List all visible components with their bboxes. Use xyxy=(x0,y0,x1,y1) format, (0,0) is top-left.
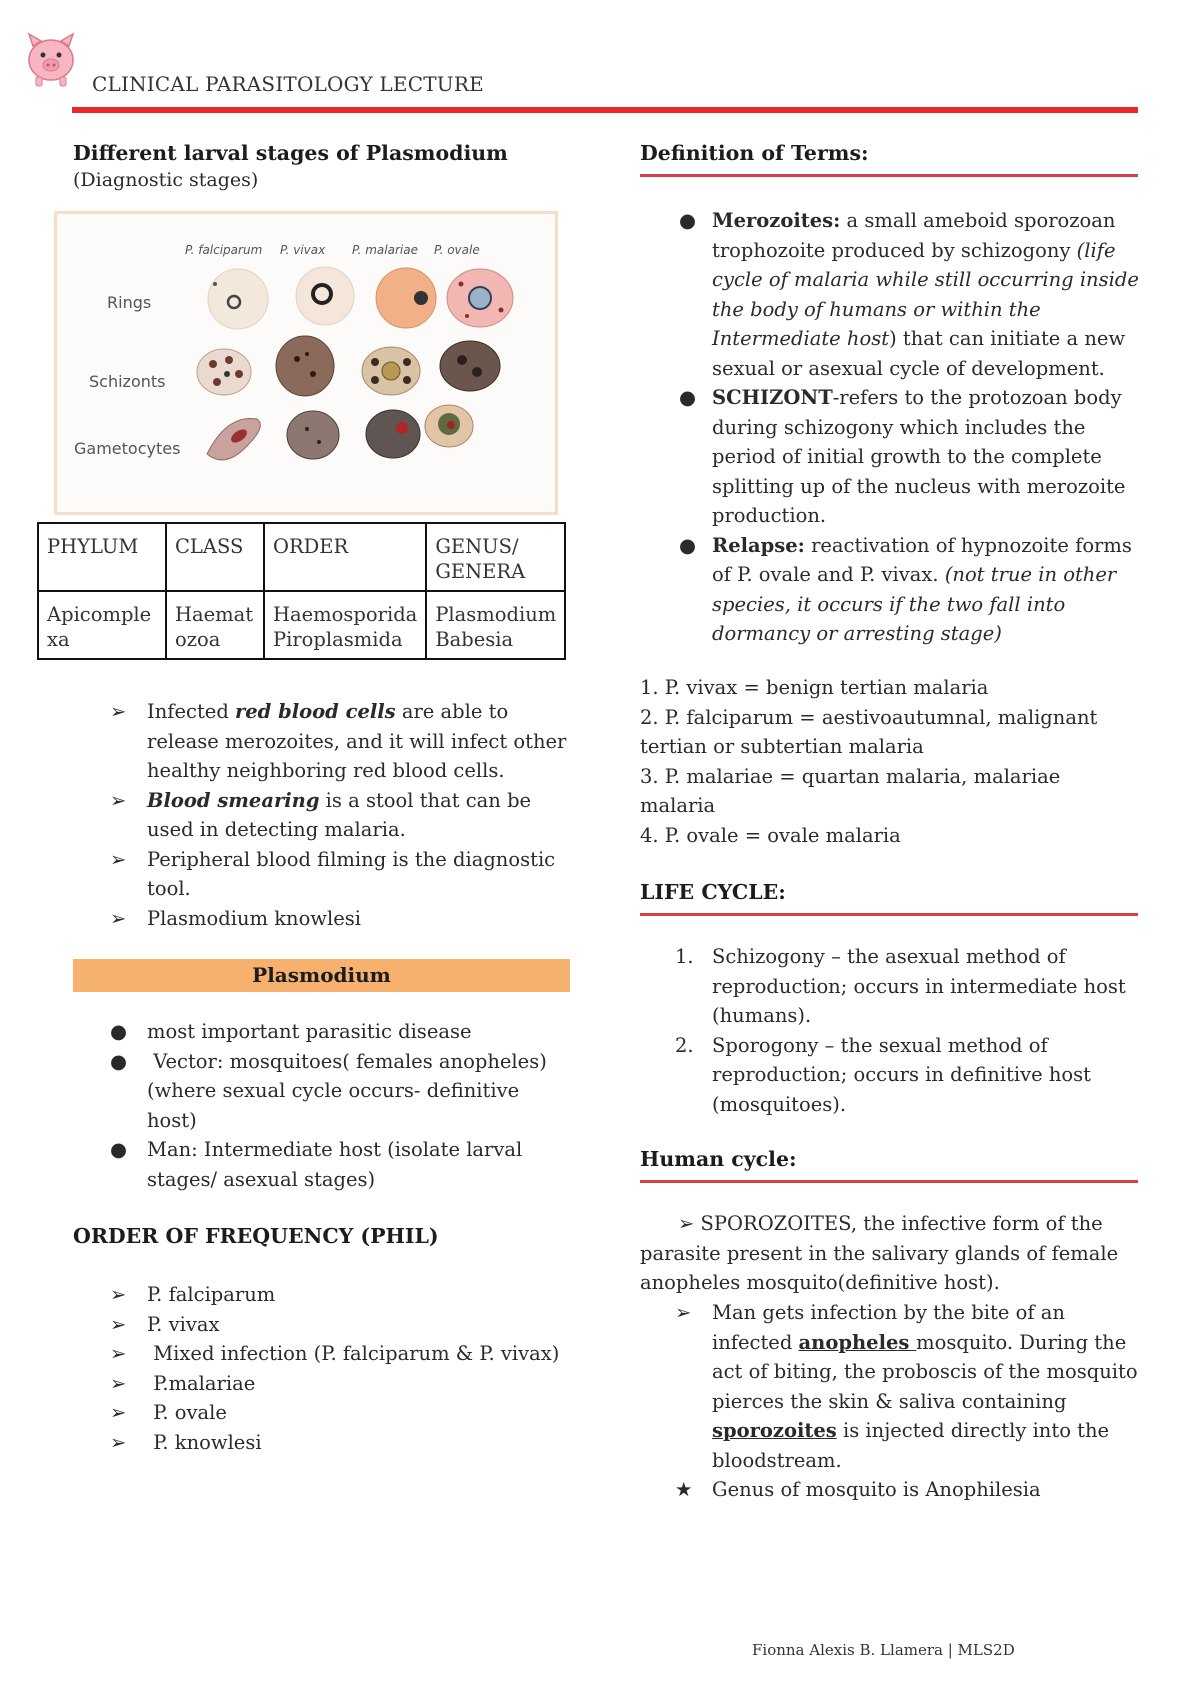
list-item: ➢ P.malariae xyxy=(110,1369,570,1399)
arrow-bullet-icon: ➢ xyxy=(110,788,127,812)
dot-bullet-icon: ● xyxy=(110,1049,128,1073)
list-item: 2. Sporogony – the sexual method of reproduction; occurs in definitive host (mosquitoes). xyxy=(675,1033,1091,1116)
arrow-bullet-icon: ➢ xyxy=(110,906,127,930)
order-frequency-title: ORDER OF FREQUENCY (PHIL) xyxy=(73,1224,439,1248)
arrow-bullet-icon: ➢ xyxy=(678,1212,701,1235)
list-item: ➢ P. knowlesi xyxy=(110,1428,570,1458)
table-cell: Apicomple xa xyxy=(38,591,166,659)
dot-bullet-icon: ● xyxy=(110,1020,128,1043)
section-divider xyxy=(640,1180,1138,1183)
dot-bullet-icon: ● xyxy=(679,533,697,557)
table-header-cell: CLASS xyxy=(166,523,264,591)
order-frequency-list xyxy=(110,1280,570,1457)
table-header-cell: PHYLUM xyxy=(38,523,166,591)
arrow-bullet-icon: ➢ xyxy=(110,1283,127,1306)
list-item: ➢ Plasmodium knowlesi xyxy=(110,904,570,934)
malaria-types-list xyxy=(640,673,1140,850)
table-header-cell: ORDER xyxy=(264,523,426,591)
schizonts-row-cells xyxy=(197,336,500,396)
list-item: 4. P. ovale = ovale malaria xyxy=(640,823,901,847)
table-cell: Haemosporida Piroplasmida xyxy=(264,591,426,659)
human-cycle-list xyxy=(675,1298,1140,1505)
list-item: ● most important parasitic disease xyxy=(110,1017,570,1047)
arrow-bullet-icon: ➢ xyxy=(675,1301,692,1324)
list-item: ➢ P. falciparum xyxy=(110,1280,570,1310)
table-cell: Plasmodium Babesia xyxy=(426,591,565,659)
section-divider xyxy=(640,913,1138,916)
list-item: ★ Genus of mosquito is Anophilesia xyxy=(675,1475,1140,1505)
figure-row-label: Schizonts xyxy=(89,372,166,391)
arrow-bullet-icon: ➢ xyxy=(110,1371,127,1395)
notes-list xyxy=(110,697,570,933)
gametocytes-row-cells xyxy=(207,405,473,460)
life-cycle-title: LIFE CYCLE: xyxy=(640,880,786,904)
definitions-title: Definition of Terms: xyxy=(640,141,869,165)
arrow-bullet-icon: ➢ xyxy=(110,700,127,723)
arrow-bullet-icon: ➢ xyxy=(110,1401,127,1424)
list-item: ● Vector: mosquitoes( females anopheles) (where sexual cycle occurs- definitive host) xyxy=(110,1047,570,1136)
table-header-row xyxy=(38,523,565,591)
list-item: 3. P. malariae = quartan malaria, malariae malaria xyxy=(640,764,1061,817)
human-cycle-intro: ➢ SPOROZOITES, the infective form of the parasite present in the salivary glands of female anopheles mosquito(definitive host). xyxy=(640,1212,1119,1294)
header-title: CLINICAL PARASITOLOGY LECTURE xyxy=(92,72,484,96)
figure-row-label: Gametocytes xyxy=(74,439,181,458)
list-item: 1. Schizogony – the asexual method of reproduction; occurs in intermediate host (humans). xyxy=(675,945,1126,1027)
figure-species-label: P. malariae xyxy=(352,243,418,257)
figure-species-label: P. falciparum xyxy=(185,243,263,257)
plasmodium-stages-figure xyxy=(54,211,558,515)
dot-bullet-icon: ● xyxy=(679,209,697,232)
figure-species-label: P. vivax xyxy=(280,243,326,257)
arrow-bullet-icon: ➢ xyxy=(110,1342,127,1365)
list-item: ● SCHIZONT-refers to the protozoan body during schizogony which includes the period of initial growth to the complete splitting up of the nucleus with merozoite production. xyxy=(675,383,1140,531)
list-item: ➢ Infected red blood cells are able to release merozoites, and it will infect other healthy neighboring red blood cells. xyxy=(110,697,570,786)
classification-table xyxy=(37,522,566,660)
list-item: ➢ P. ovale xyxy=(110,1398,570,1428)
footer-author: Fionna Alexis B. Llamera | MLS2D xyxy=(752,1641,1015,1659)
list-item: ● Merozoites: a small ameboid sporozoan trophozoite produced by schizogony (life cycle of malaria while still occurring inside the body of humans or within the Intermediate host) that can initiate a new sexual or asexual cycle of development. xyxy=(675,206,1140,383)
dot-bullet-icon: ● xyxy=(679,386,697,409)
star-bullet-icon: ★ xyxy=(675,1478,693,1501)
plasmodium-points-list xyxy=(110,1017,570,1194)
dot-bullet-icon: ● xyxy=(110,1138,128,1161)
human-cycle-title: Human cycle: xyxy=(640,1147,797,1171)
stages-title: Different larval stages of Plasmodium xyxy=(73,141,508,165)
pig-logo-icon xyxy=(20,28,82,90)
table-row xyxy=(38,591,565,659)
list-item: ➢ Mixed infection (P. falciparum & P. vivax) xyxy=(110,1339,570,1369)
rings-row-cells xyxy=(208,267,513,329)
definitions-list xyxy=(675,206,1140,649)
list-item: ➢ P. vivax xyxy=(110,1310,570,1340)
table-header-cell: GENUS/ GENERA xyxy=(426,523,565,591)
section-divider xyxy=(640,174,1138,177)
list-item: ● Relapse: reactivation of hypnozoite forms of P. ovale and P. vivax. (not true in other species, it occurs if the two fall into dormancy or arresting stage) xyxy=(675,531,1140,649)
list-item: ➢ Man gets infection by the bite of an infected anopheles mosquito. During the act of biting, the proboscis of the mosquito pierces the skin & saliva containing sporozoites is injected directly into the bloodstream. xyxy=(675,1298,1140,1475)
arrow-bullet-icon: ➢ xyxy=(110,1312,127,1336)
arrow-bullet-icon: ➢ xyxy=(110,847,127,871)
figure-species-label: P. ovale xyxy=(434,243,480,257)
list-item: 2. P. falciparum = aestivoautumnal, malignant tertian or subtertian malaria xyxy=(640,705,1098,758)
stages-subtitle: (Diagnostic stages) xyxy=(73,169,259,191)
life-cycle-list xyxy=(675,942,1140,1119)
header-divider xyxy=(72,107,1138,113)
table-cell: Haemat ozoa xyxy=(166,591,264,659)
list-item: ➢ Blood smearing is a stool that can be used in detecting malaria. xyxy=(110,786,570,845)
plasmodium-banner: Plasmodium xyxy=(73,959,570,992)
figure-row-label: Rings xyxy=(107,293,152,312)
list-item: 1. P. vivax = benign tertian malaria xyxy=(640,676,989,699)
list-item: ● Man: Intermediate host (isolate larval stages/ asexual stages) xyxy=(110,1135,570,1194)
arrow-bullet-icon: ➢ xyxy=(110,1430,127,1454)
list-item: ➢ Peripheral blood filming is the diagnostic tool. xyxy=(110,845,570,904)
